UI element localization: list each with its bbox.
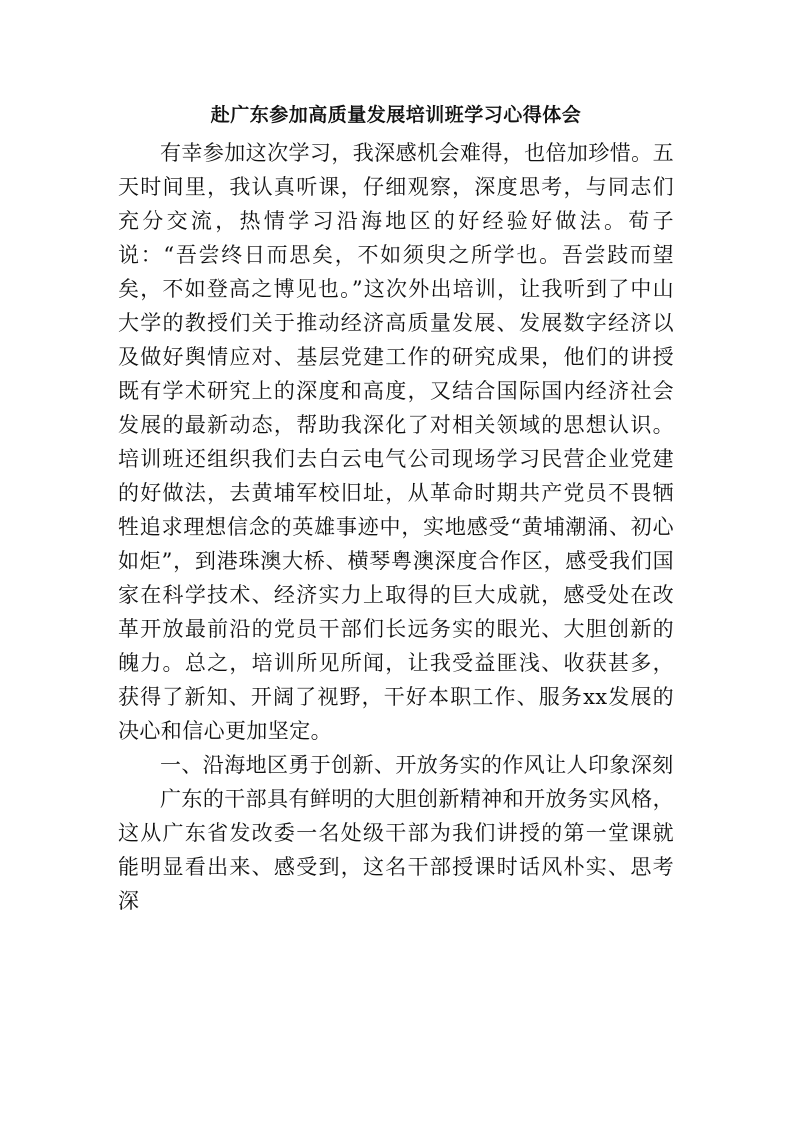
intro-paragraph: 有幸参加这次学习，我深感机会难得，也倍加珍惜。五天时间里，我认真听课，仔细观察，深度思考，与同志们充分交流，热情学习沿海地区的好经验好做法。荀子说：“吾尝终日而思矣，不如须臾之所学也。吾尝跂而望矣，不如登高之博见也。”这次外出培训，让我听到了中山大学的教授们关于推动经济高质量发展、发展数字经济以及做好舆情应对、基层党建工作的研究成果，他们的讲授既有学术研究上的深度和高度，又结合国际国内经济社会发展的最新动态，帮助我深化了对相关领域的思想认识。培训班还组织我们去白云电气公司现场学习民营企业党建的好做法，去黄埔军校旧址，从革命时期共产党员不畏牺牲追求理想信念的英雄事迹中，实地感受“黄埔潮涌、初心如炬”，到港珠澳大桥、横琴粤澳深度合作区，感受我们国家在科学技术、经济实力上取得的巨大成就，感受处在改革开放最前沿的党员干部们长远务实的眼光、大胆创新的魄力。总之，培训所见所闻，让我受益匪浅、收获甚多，获得了新知、开阔了视野，干好本职工作、服务xx发展的决心和信心更加坚定。: [118, 141, 674, 743]
document-title: 赴广东参加高质量发展培训班学习心得体会: [210, 104, 582, 126]
section-paragraph: 广东的干部具有鲜明的大胆创新精神和开放务实风格，这从广东省发改委一名处级干部为我们讲授的第一堂课就能明显看出来、感受到，这名干部授课时话风朴实、思考深: [118, 787, 674, 913]
document-body: [118, 100, 674, 918]
section-heading: 一、沿海地区勇于创新、开放务实的作风让人印象深刻: [160, 753, 674, 777]
